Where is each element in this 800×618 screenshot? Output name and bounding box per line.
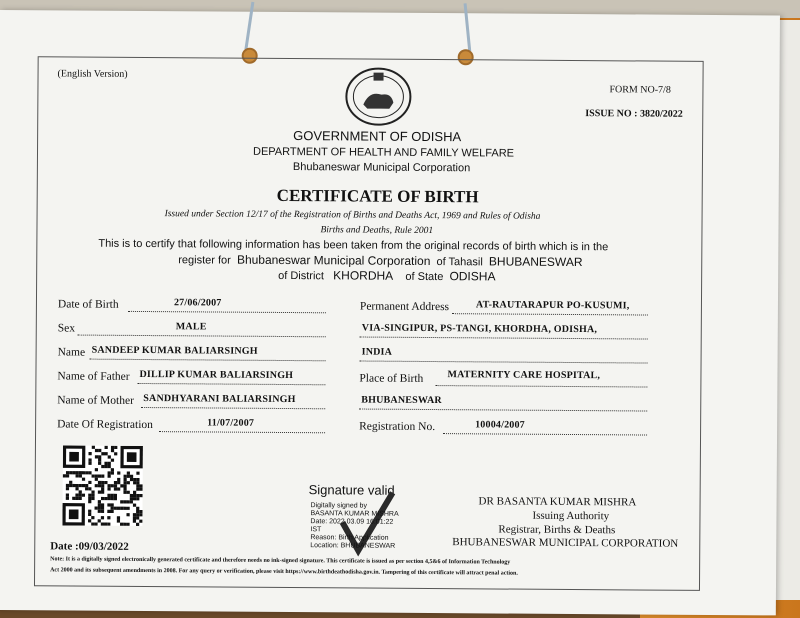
mother-label: Name of Mother bbox=[57, 394, 134, 407]
signature-valid-label: Signature valid bbox=[308, 482, 395, 498]
authority-title: Registrar, Births & Deaths bbox=[498, 523, 616, 537]
dob-label: Date of Birth bbox=[57, 298, 119, 311]
address-line-2: VIA-SINGIPUR, PS-TANGI, KHORDHA, ODISHA, bbox=[361, 322, 598, 336]
place-of-birth-line-1: MATERNITY CARE HOSPITAL, bbox=[447, 369, 601, 382]
registration-date-label: Date Of Registration bbox=[57, 418, 153, 432]
place-of-birth-label: Place of Birth bbox=[359, 372, 424, 385]
intro-line-3: of District KHORDHA of State ODISHA bbox=[278, 268, 496, 284]
name-label: Name bbox=[57, 346, 86, 359]
certificate-subtitle-2: Births and Deaths, Rule 2001 bbox=[320, 225, 434, 237]
registration-date-value: 11/07/2007 bbox=[207, 417, 255, 429]
registration-number-label: Registration No. bbox=[359, 420, 436, 434]
address-line-1: AT-RAUTARAPUR PO-KUSUMI, bbox=[475, 299, 630, 312]
government-heading: GOVERNMENT OF ODISHA bbox=[293, 128, 462, 145]
form-number: FORM NO-7/8 bbox=[609, 84, 671, 96]
address-line-3: INDIA bbox=[361, 346, 393, 358]
digital-signature: Signature valid Digitally signed by BASANTA KUMAR MISHRA Date: 2022.03.09 16:01:22 IST Reason: Birth Application Location: BHUBANESWAR bbox=[308, 482, 489, 563]
footer-note-1: Note: It is a digitally signed electronically generated certificate and therefore needs no ink-signed signature. This certificate is issued as per section 4,5&6 of Information Technology bbox=[50, 556, 511, 566]
issue-number: ISSUE NO : 3820/2022 bbox=[585, 108, 683, 120]
department-heading: DEPARTMENT OF HEALTH AND FAMILY WELFARE bbox=[252, 145, 515, 160]
authority-name: DR BASANTA KUMAR MISHRA bbox=[478, 495, 637, 509]
intro-line-1: This is to certify that following information has been taken from the original records of birth which is in the bbox=[98, 237, 609, 254]
address-label: Permanent Address bbox=[359, 300, 450, 314]
authority-org: BHUBANESWAR MUNICIPAL CORPORATION bbox=[452, 536, 679, 550]
intro-line-2: register for Bhubaneswar Municipal Corporation of Tahasil BHUBANESWAR bbox=[178, 252, 583, 270]
dob-value: 27/06/2007 bbox=[173, 297, 222, 309]
father-value: DILLIP KUMAR BALIARSINGH bbox=[139, 368, 294, 382]
odisha-emblem-icon bbox=[343, 64, 413, 128]
issue-date: Date :09/03/2022 bbox=[50, 540, 129, 553]
certificate-subtitle: Issued under Section 12/17 of the Registration of Births and Deaths Act, 1969 and Rules of Odisha bbox=[164, 209, 541, 222]
place-of-birth-line-2: BHUBANESWAR bbox=[361, 394, 442, 407]
footer-note-2: Act 2000 and its subsequent amendments in 2008. For any query or verification, please visit https://www.birthdeathodisha.gov.in. Tampering of this certificate will attract penal action. bbox=[50, 567, 518, 577]
certificate-paper bbox=[0, 10, 780, 615]
version-label: (English Version) bbox=[57, 68, 128, 80]
authority-role: Issuing Authority bbox=[532, 509, 610, 523]
sex-label: Sex bbox=[57, 322, 76, 335]
father-label: Name of Father bbox=[57, 370, 130, 383]
mother-value: SANDHYARANI BALIARSINGH bbox=[143, 393, 296, 406]
registration-number-value: 10004/2007 bbox=[475, 419, 525, 431]
sex-value: MALE bbox=[175, 321, 207, 333]
qr-code-icon[interactable] bbox=[62, 445, 143, 526]
corporation-heading: Bhubaneswar Municipal Corporation bbox=[292, 161, 471, 175]
name-value: SANDEEP KUMAR BALIARSINGH bbox=[91, 344, 258, 357]
certificate-title: CERTIFICATE OF BIRTH bbox=[276, 185, 479, 207]
